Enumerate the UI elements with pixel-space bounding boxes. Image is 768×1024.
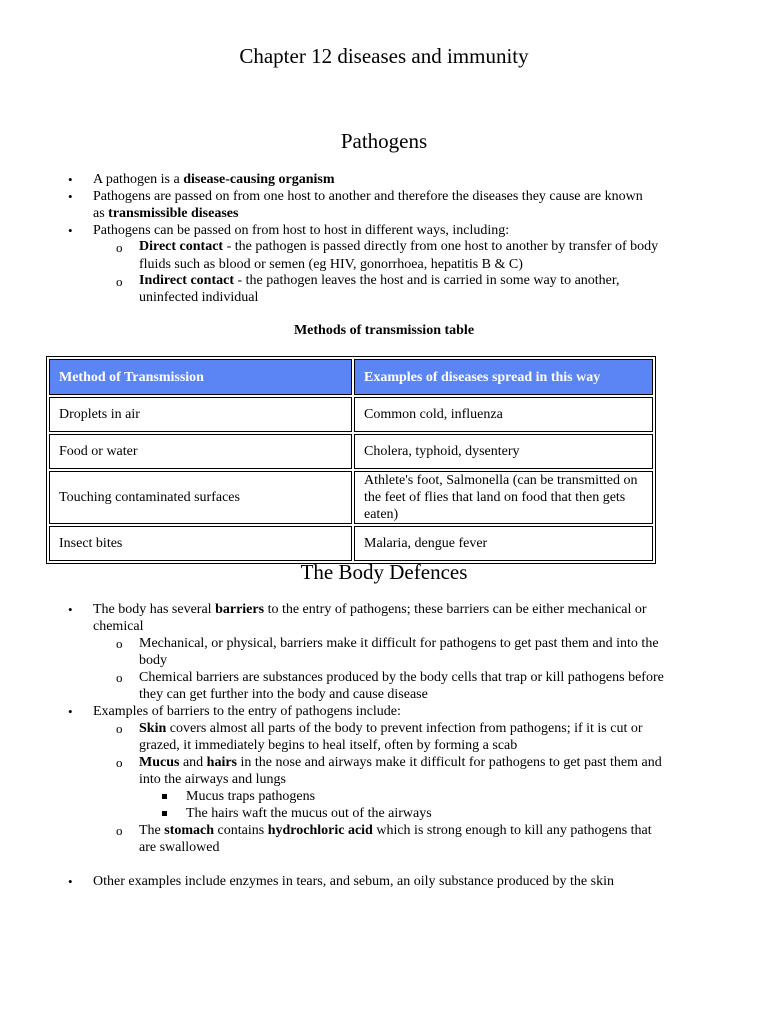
table-header-row: [49, 359, 653, 395]
text: - the pathogen leaves the host and is carried in some way to another,: [234, 273, 620, 288]
sub-item-continuation: are swallowed: [139, 840, 220, 855]
list-item: Other examples include enzymes in tears, and sebum, an oily substance produced by the skin: [93, 874, 614, 889]
bold-text: barriers: [215, 602, 265, 617]
chapter-title: Chapter 12 diseases and immunity: [239, 44, 529, 68]
text: to the entry of pathogens; these barriers can be either mechanical or: [264, 602, 647, 617]
text: in the nose and airways make it difficult for pathogens to get past them and: [237, 755, 662, 770]
circle-marker: o: [116, 755, 123, 770]
bullet-marker: •: [68, 172, 73, 187]
list-item: Pathogens can be passed on from host to host in different ways, including:: [93, 223, 510, 238]
table-row: [49, 434, 653, 469]
bold-text: stomach: [164, 823, 215, 838]
list-item-continuation: [93, 205, 238, 222]
bold-text: Direct contact: [139, 239, 224, 254]
list-item: Pathogens are passed on from one host to another and therefore the diseases they cause are known: [93, 189, 643, 204]
text: - the pathogen is passed directly from one host to another by transfer of body: [223, 239, 659, 254]
sub-item: [139, 272, 620, 289]
circle-marker: o: [116, 274, 123, 289]
square-marker: [162, 811, 167, 816]
text: and: [179, 755, 207, 770]
sub-sub-item: The hairs waft the mucus out of the airways: [186, 806, 432, 821]
circle-marker: o: [116, 721, 123, 736]
text: contains: [214, 823, 268, 838]
bullet-marker: •: [68, 223, 73, 238]
table-cell: Cholera, typhoid, dysentery: [354, 434, 653, 469]
list-item: Examples of barriers to the entry of pathogens include:: [93, 704, 401, 719]
text: The body has several: [93, 602, 216, 617]
table-cell: Food or water: [49, 434, 352, 469]
text: The: [139, 823, 165, 838]
table-cell: Insect bites: [49, 526, 352, 561]
table-cell: Athlete's foot, Salmonella (can be transmitted on the feet of flies that land on food that then gets eaten): [354, 471, 653, 524]
sub-item-continuation: grazed, it immediately begins to heal itself, often by forming a scab: [139, 738, 518, 753]
transmission-table: [46, 356, 656, 564]
sub-item-continuation: fluids such as blood or semen (eg HIV, gonorrhoea, hepatitis B & C): [139, 257, 523, 272]
bold-text: transmissible diseases: [108, 206, 239, 221]
list-item: [93, 171, 335, 188]
bullet-marker: •: [68, 874, 73, 889]
bold-text: hairs: [206, 755, 238, 770]
table-cell: Touching contaminated surfaces: [49, 471, 352, 524]
bullet-marker: •: [68, 189, 73, 204]
sub-item: Mechanical, or physical, barriers make it difficult for pathogens to get past them and into the: [139, 636, 659, 651]
column-header: Method of Transmission: [49, 359, 352, 395]
bold-text: disease-causing organism: [183, 172, 335, 187]
circle-marker: o: [116, 240, 123, 255]
list-item: [93, 601, 647, 618]
bold-text: hydrochloric acid: [267, 823, 373, 838]
table-row: [49, 397, 653, 432]
sub-item: [139, 238, 658, 255]
circle-marker: o: [116, 823, 123, 838]
list-item-continuation: chemical: [93, 619, 144, 634]
bold-text: Skin: [139, 721, 167, 736]
pathogens-heading: Pathogens: [340, 129, 428, 153]
bullet-marker: •: [68, 704, 73, 719]
sub-item-continuation: into the airways and lungs: [139, 772, 286, 787]
table-cell: Malaria, dengue fever: [354, 526, 653, 561]
square-marker: [162, 794, 167, 799]
sub-item: [139, 720, 643, 737]
text: as: [93, 206, 109, 221]
table-row: [49, 471, 653, 524]
table-cell: Droplets in air: [49, 397, 352, 432]
sub-item: [139, 754, 662, 771]
table-caption: Methods of transmission table: [293, 323, 475, 338]
text: A pathogen is a: [93, 172, 184, 187]
bold-text: Mucus: [139, 755, 180, 770]
sub-item: [139, 822, 652, 839]
text: covers almost all parts of the body to prevent infection from pathogens; if it is cut or: [166, 721, 643, 736]
sub-item-continuation: uninfected individual: [139, 290, 259, 305]
sub-item-continuation: they can get further into the body and cause disease: [139, 687, 428, 702]
sub-item-continuation: body: [139, 653, 167, 668]
column-header: Examples of diseases spread in this way: [354, 359, 653, 395]
table-row: [49, 526, 653, 561]
sub-sub-item: Mucus traps pathogens: [186, 789, 316, 804]
bold-text: Indirect contact: [139, 273, 234, 288]
table-cell: Common cold, influenza: [354, 397, 653, 432]
circle-marker: o: [116, 670, 123, 685]
sub-item: Chemical barriers are substances produced by the body cells that trap or kill pathogens before: [139, 670, 664, 685]
body-defences-heading: The Body Defences: [300, 560, 468, 584]
text: which is strong enough to kill any pathogens that: [372, 823, 652, 838]
circle-marker: o: [116, 636, 123, 651]
bullet-marker: •: [68, 602, 73, 617]
